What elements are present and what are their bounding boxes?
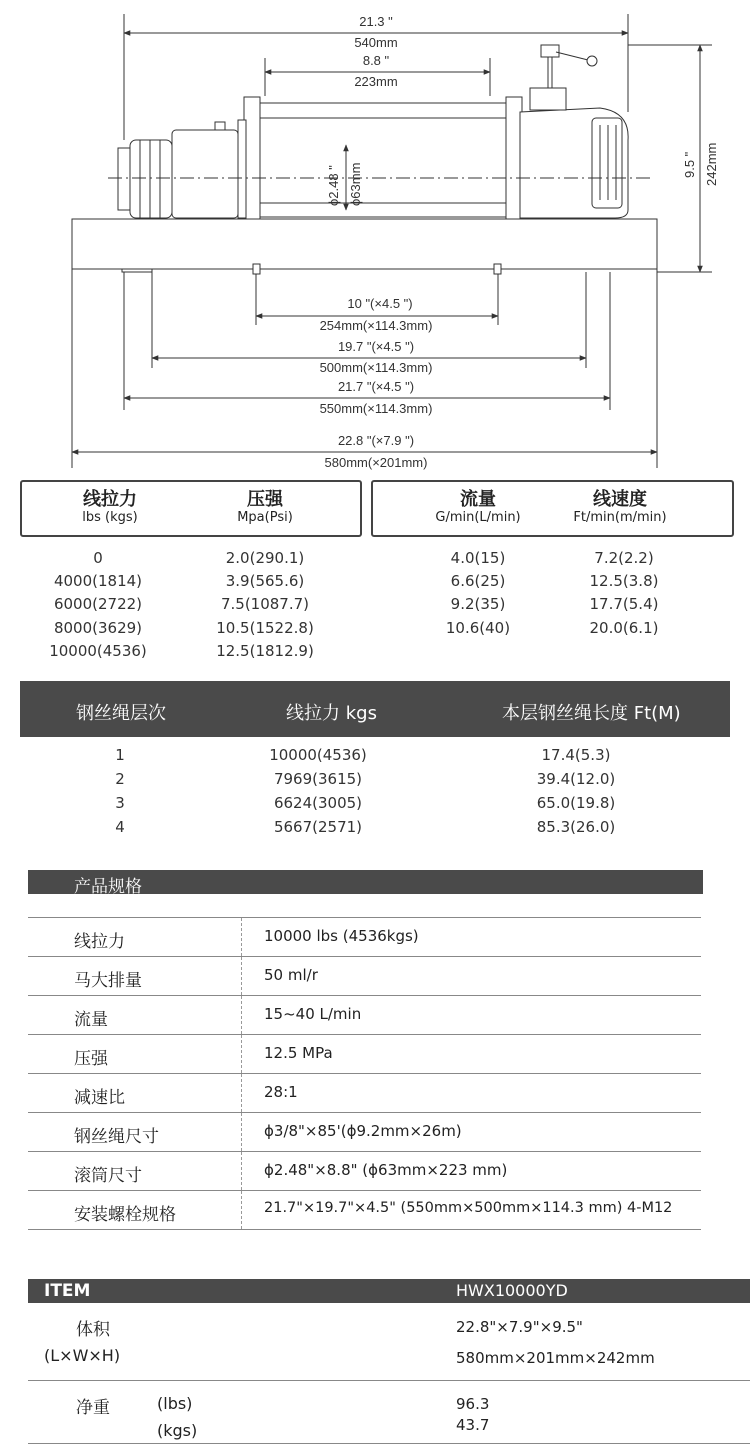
item-label: ITEM bbox=[44, 1281, 91, 1301]
dim-drum-length-in: 8.8 " bbox=[362, 53, 390, 68]
item-divider bbox=[28, 1380, 750, 1381]
volume-label: 体积 bbox=[76, 1320, 110, 1340]
weight-kgs: 43.7 bbox=[456, 1416, 490, 1434]
specs-title: 产品规格 bbox=[74, 877, 142, 897]
perf-speed-title: 线速度 bbox=[593, 489, 647, 510]
spec-row-pressure: 压强 12.5 MPa bbox=[28, 1035, 701, 1074]
spec-row-displacement: 马大排量 50 ml/r bbox=[28, 957, 701, 996]
weight-label: 净重 bbox=[76, 1398, 110, 1418]
bottom-rule bbox=[28, 1443, 750, 1444]
dim-bolt-a-mm: 254mm(×114.3mm) bbox=[319, 318, 433, 333]
spec-row-rope-size: 钢丝绳尺寸 ϕ3/8"×85'(ϕ9.2mm×26m) bbox=[28, 1113, 701, 1152]
perf-pull-unit: lbs (kgs) bbox=[82, 510, 138, 525]
dim-drum-dia-mm: ϕ63mm bbox=[348, 162, 363, 206]
dim-drum-dia-in: ϕ2.48 " bbox=[326, 165, 341, 206]
layers-header-layer: 钢丝绳层次 bbox=[76, 703, 166, 724]
perf-pressure-title: 压强 bbox=[247, 489, 283, 510]
spec-row-drum-size: 滚筒尺寸 ϕ2.48"×8.8" (ϕ63mm×223 mm) bbox=[28, 1152, 701, 1191]
dim-drum-length-mm: 223mm bbox=[354, 74, 398, 89]
dim-bolt-b-mm: 500mm(×114.3mm) bbox=[319, 360, 433, 375]
item-header-bar bbox=[28, 1279, 750, 1303]
perf-pull-title: 线拉力 bbox=[83, 489, 137, 510]
layers-header-length: 本层钢丝绳长度 Ft(M) bbox=[502, 703, 681, 724]
dim-overall-length-in: 21.3 " bbox=[359, 14, 393, 29]
spec-row-gear-ratio: 减速比 28:1 bbox=[28, 1074, 701, 1113]
dim-overall-length-mm: 540mm bbox=[354, 35, 398, 50]
weight-unit-kgs: (kgs) bbox=[157, 1421, 198, 1440]
dim-bolt-b-in: 19.7 "(×4.5 ") bbox=[337, 339, 415, 354]
dim-height-mm: 242mm bbox=[704, 142, 719, 186]
volume-inches: 22.8"×7.9"×9.5" bbox=[456, 1318, 583, 1336]
dim-height-in: 9.5 " bbox=[682, 151, 697, 178]
specs-title-bar bbox=[28, 870, 703, 897]
volume-mm: 580mm×201mm×242mm bbox=[456, 1349, 655, 1367]
perf-pressure-unit: Mpa(Psi) bbox=[237, 510, 293, 525]
dim-bolt-c-in: 21.7 "(×4.5 ") bbox=[337, 379, 415, 394]
dim-base-mm: 580mm(×201mm) bbox=[324, 455, 428, 470]
perf-speed-unit: Ft/min(m/min) bbox=[573, 510, 667, 525]
spec-row-flow: 流量 15~40 L/min bbox=[28, 996, 701, 1035]
winch-technical-drawing bbox=[0, 0, 750, 475]
layers-header-bar bbox=[20, 681, 730, 737]
spec-row-pull: 线拉力 10000 lbs (4536kgs) bbox=[28, 918, 701, 957]
item-model: HWX10000YD bbox=[456, 1281, 568, 1300]
perf-flow-title: 流量 bbox=[460, 489, 496, 510]
perf-flow-unit: G/min(L/min) bbox=[435, 510, 521, 525]
volume-sub-label: (L×W×H) bbox=[44, 1346, 121, 1365]
weight-lbs: 96.3 bbox=[456, 1395, 490, 1413]
layers-header-pull: 线拉力 kgs bbox=[286, 703, 377, 724]
dim-bolt-c-mm: 550mm(×114.3mm) bbox=[319, 401, 433, 416]
weight-unit-lbs: (lbs) bbox=[157, 1394, 193, 1413]
dim-base-in: 22.8 "(×7.9 ") bbox=[337, 433, 415, 448]
spec-row-mount-bolts: 安装螺栓规格 21.7"×19.7"×4.5" (550mm×500mm×114.3 mm) 4-M12 bbox=[28, 1191, 701, 1230]
dim-bolt-a-in: 10 "(×4.5 ") bbox=[347, 296, 413, 311]
